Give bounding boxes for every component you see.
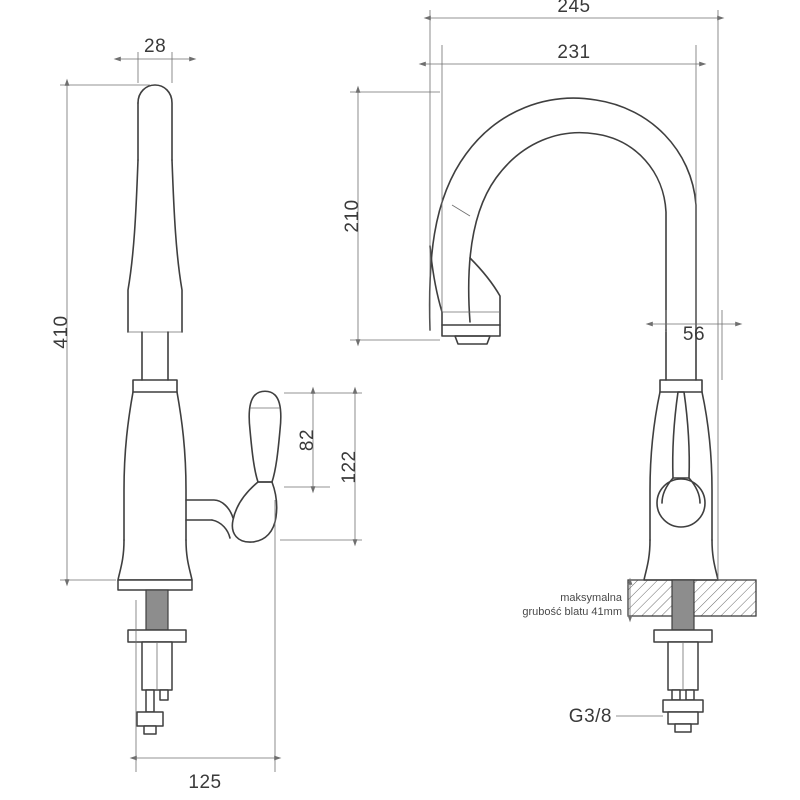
front-view-mounting-shank [128, 590, 186, 734]
front-view-handle [186, 391, 281, 542]
dimension-total-height [51, 85, 150, 580]
dimension-column-width [652, 310, 736, 380]
dimension-spout-width-top [120, 36, 190, 83]
dimension-spout-reach [425, 42, 700, 330]
dimension-spout-height [342, 92, 440, 340]
dimension-handle-assembly-height [280, 393, 362, 540]
dimension-label-231: 231 [557, 42, 591, 63]
dimension-label-28: 28 [144, 36, 167, 57]
dimension-label-56: 56 [682, 324, 706, 345]
dimension-label-410: 410 [51, 315, 72, 349]
dimension-label-210: 210 [342, 199, 363, 233]
thread-label-text: G3/8 [568, 706, 612, 727]
dimension-label-245: 245 [557, 0, 591, 17]
dimension-overall-reach [430, 0, 718, 580]
dimension-label-122: 122 [339, 450, 360, 484]
annotation-thread-label [569, 706, 663, 727]
front-view-faucet-body [118, 85, 192, 590]
worktop-note-line2: grubość blatu 41mm [522, 606, 622, 618]
annotation-worktop-note [522, 584, 630, 618]
side-view-spout [430, 98, 696, 344]
side-view-faucet-body [644, 330, 718, 580]
side-view [342, 0, 756, 732]
dimension-label-82: 82 [297, 428, 318, 452]
front-view [51, 36, 362, 793]
worktop-note-line1: maksymalna [560, 592, 622, 604]
dimension-handle-height [284, 393, 330, 487]
dimension-label-125: 125 [188, 772, 222, 793]
